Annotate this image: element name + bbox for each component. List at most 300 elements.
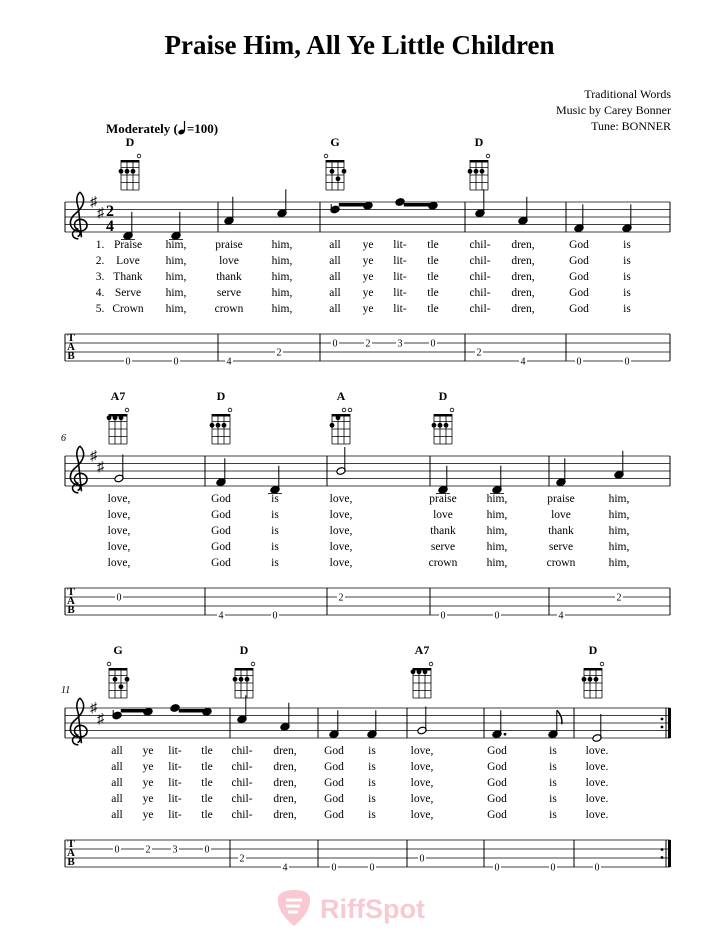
finger-dot	[119, 684, 124, 689]
chord-diagram	[330, 389, 352, 444]
lyric: serve	[548, 541, 574, 553]
lyric: all	[329, 255, 341, 267]
final-thick-bar	[668, 708, 671, 738]
lyric: chil-	[231, 793, 253, 805]
lyric: God	[324, 761, 344, 773]
lyric: chil-	[469, 303, 491, 315]
tab-clef-letter: T	[67, 586, 75, 598]
lyric: him,	[165, 255, 187, 267]
tab-number: 0	[494, 610, 500, 622]
repeat-dot	[661, 856, 664, 859]
finger-dot	[588, 677, 593, 682]
chord-diagram	[432, 389, 454, 444]
lyric: is	[271, 541, 279, 553]
lyric: is	[549, 777, 557, 789]
lyric: praise	[547, 493, 575, 505]
lyric: is	[368, 809, 376, 821]
lyric: love,	[410, 761, 434, 773]
lyric: lit-	[393, 239, 407, 251]
chord-nut	[235, 668, 253, 671]
system-1	[65, 135, 670, 368]
lyric: dren,	[511, 271, 535, 283]
lyric: ye	[362, 271, 374, 283]
lyric: love,	[107, 557, 131, 569]
tab-number: 0	[594, 862, 600, 874]
chord-name: D	[438, 389, 448, 403]
chord-diagram	[411, 643, 433, 698]
chord-diagram	[107, 389, 129, 444]
beam	[179, 709, 211, 713]
lyric: all	[111, 777, 123, 789]
credit-music: Music by Carey Bonner	[556, 103, 671, 117]
lyric: 4.	[95, 287, 105, 299]
lyric: love.	[585, 761, 609, 773]
repeat-dot	[661, 718, 664, 721]
lyric: him,	[608, 509, 630, 521]
lyric: him,	[165, 287, 187, 299]
open-string	[137, 154, 141, 158]
tab-number: 2	[239, 853, 245, 865]
tempo-text: Moderately	[106, 121, 171, 136]
lyric: thank	[216, 271, 242, 283]
measure-number: 11	[61, 685, 71, 696]
finger-dot	[417, 669, 422, 674]
finger-dot	[444, 423, 449, 428]
open-string	[450, 408, 454, 412]
finger-dot	[432, 423, 437, 428]
finger-dot	[113, 677, 118, 682]
tab-number: 0	[419, 853, 425, 865]
lyric: all	[111, 809, 123, 821]
lyric: all	[329, 271, 341, 283]
lyric: ye	[362, 255, 374, 267]
chord-nut	[121, 160, 139, 163]
sharp-icon: ♯	[97, 206, 104, 221]
chord-name: A7	[414, 643, 430, 657]
finger-dot	[474, 169, 479, 174]
chord-diagram	[233, 643, 255, 698]
lyric: chil-	[231, 761, 253, 773]
chord-diagram	[107, 643, 129, 698]
lyric: love,	[410, 793, 434, 805]
tab-number: 0	[550, 862, 556, 874]
lyric: lit-	[393, 287, 407, 299]
lyric: love,	[107, 541, 131, 553]
lyric: God	[324, 809, 344, 821]
lyric: lit-	[168, 793, 182, 805]
chord-name: G	[113, 643, 123, 657]
chord-name: A	[336, 389, 346, 403]
lyric: dren,	[273, 793, 297, 805]
lyric: God	[487, 745, 507, 757]
sharp-icon: ♯	[90, 449, 97, 464]
open-string	[125, 408, 129, 412]
guitar-pick-icon	[274, 888, 314, 928]
chord-nut	[109, 414, 127, 417]
lyric: love.	[585, 793, 609, 805]
lyric: love	[551, 509, 571, 521]
lyric: thank	[430, 525, 456, 537]
lyric: lit-	[168, 777, 182, 789]
tempo-marking: Moderately ( =100)	[106, 121, 219, 136]
lyric: all	[111, 793, 123, 805]
tab-number: 0	[494, 862, 500, 874]
lyric: all	[329, 239, 341, 251]
lyric: Thank	[113, 271, 143, 283]
dot	[504, 733, 507, 736]
lyric: God	[487, 793, 507, 805]
lyric: love,	[329, 525, 353, 537]
lyric: him,	[165, 239, 187, 251]
lyric: Crown	[112, 303, 144, 315]
lyric: ye	[362, 287, 374, 299]
lyric: tle	[427, 303, 439, 315]
lyric: love,	[410, 745, 434, 757]
finger-dot	[582, 677, 587, 682]
lyric: is	[549, 745, 557, 757]
tab-number: 2	[365, 338, 371, 350]
lyric: tle	[427, 287, 439, 299]
lyric: is	[271, 525, 279, 537]
tab-number: 0	[369, 862, 375, 874]
song-title: Praise Him, All Ye Little Children	[164, 30, 555, 60]
chord-name: A7	[110, 389, 126, 403]
lyric: ye	[362, 303, 374, 315]
sharp-icon: ♯	[97, 712, 104, 727]
tab-number: 2	[145, 844, 151, 856]
finger-dot	[438, 423, 443, 428]
chord-name: D	[216, 389, 226, 403]
tempo-bpm: 100	[194, 121, 214, 136]
lyric: ye	[142, 809, 154, 821]
lyric: God	[487, 809, 507, 821]
lyric: chil-	[469, 239, 491, 251]
lyric: lit-	[393, 303, 407, 315]
lyric: Love	[116, 255, 140, 267]
lyric: dren,	[511, 255, 535, 267]
sharp-icon: ♯	[97, 460, 104, 475]
lyric: serve	[216, 287, 242, 299]
finger-dot	[245, 677, 250, 682]
lyric: chil-	[469, 271, 491, 283]
finger-dot	[210, 423, 215, 428]
lyric: all	[111, 761, 123, 773]
eighth-flag	[557, 710, 562, 724]
lyric: dren,	[273, 761, 297, 773]
repeat-dot	[661, 726, 664, 729]
lyric: 2.	[95, 255, 105, 267]
lyric: him,	[486, 509, 508, 521]
finger-dot	[411, 669, 416, 674]
lyric: chil-	[469, 255, 491, 267]
lyric: him,	[486, 525, 508, 537]
chord-name: D	[239, 643, 249, 657]
sharp-icon: ♯	[90, 195, 97, 210]
logo-text: RiffSpot	[320, 894, 425, 924]
lyric: is	[549, 793, 557, 805]
measure-number: 6	[61, 433, 66, 444]
time-sig-bottom: 4	[106, 218, 114, 235]
open-string	[342, 408, 346, 412]
credit-words: Traditional Words	[584, 87, 671, 101]
lyric: dren,	[273, 809, 297, 821]
tab-number: 0	[272, 610, 278, 622]
lyric: God	[569, 271, 589, 283]
lyric: him,	[165, 271, 187, 283]
tab-clef-letter: A	[67, 341, 75, 353]
open-string	[429, 662, 433, 666]
repeat-dot	[661, 848, 664, 851]
lyric: all	[329, 303, 341, 315]
lyric: thank	[548, 525, 574, 537]
lyric: tle	[201, 777, 213, 789]
lyric: dren,	[273, 777, 297, 789]
lyric: dren,	[511, 287, 535, 299]
chord-diagram	[210, 389, 232, 444]
tab-number: 2	[338, 592, 344, 604]
lyric: tle	[427, 255, 439, 267]
tab-number: 0	[331, 862, 337, 874]
finger-dot	[336, 176, 341, 181]
lyric: God	[487, 777, 507, 789]
chord-nut	[332, 414, 350, 417]
lyric: love,	[107, 525, 131, 537]
lyric: God	[211, 493, 231, 505]
lyric: lit-	[393, 271, 407, 283]
finger-dot	[125, 677, 130, 682]
lyric: ye	[142, 777, 154, 789]
lyric: 1.	[95, 239, 105, 251]
lyric: him,	[271, 239, 293, 251]
lyric: lit-	[168, 761, 182, 773]
tab-number: 4	[558, 610, 564, 622]
lyric: love.	[585, 809, 609, 821]
tab-number: 2	[616, 592, 622, 604]
lyric: tle	[427, 239, 439, 251]
tab-clef-letter: B	[67, 856, 75, 868]
tab-number: 0	[576, 356, 582, 368]
lyric: tle	[201, 761, 213, 773]
final-thick-bar	[668, 840, 671, 867]
lyric: all	[111, 745, 123, 757]
lyric: God	[324, 777, 344, 789]
system-3	[61, 643, 671, 874]
lyric: love,	[329, 509, 353, 521]
open-string	[486, 154, 490, 158]
tab-number: 0	[332, 338, 338, 350]
lyric: love.	[585, 745, 609, 757]
lyric: 5.	[95, 303, 105, 315]
tab-clef-letter: A	[67, 847, 75, 859]
lyric: is	[623, 271, 631, 283]
lyric: him,	[486, 557, 508, 569]
chord-nut	[326, 160, 344, 163]
lyric: ye	[142, 793, 154, 805]
lyric: love,	[107, 493, 131, 505]
lyric: him,	[608, 557, 630, 569]
tab-number: 0	[440, 610, 446, 622]
lyric: praise	[429, 493, 457, 505]
lyric: God	[569, 239, 589, 251]
tab-number: 0	[114, 844, 120, 856]
lyric: love,	[329, 493, 353, 505]
chord-name: D	[588, 643, 598, 657]
beam	[404, 203, 437, 207]
lyric: love,	[410, 777, 434, 789]
lyric: him,	[271, 303, 293, 315]
lyric: is	[549, 809, 557, 821]
tab-number: 3	[172, 844, 178, 856]
finger-dot	[113, 415, 118, 420]
finger-dot	[594, 677, 599, 682]
lyric: Praise	[113, 239, 143, 251]
lyric: chil-	[231, 745, 253, 757]
lyric: him,	[271, 255, 293, 267]
chord-diagram	[119, 135, 141, 190]
lyric: him,	[608, 525, 630, 537]
chord-nut	[212, 414, 230, 417]
chord-diagram	[582, 643, 604, 698]
tab-number: 4	[226, 356, 232, 368]
lyric: God	[569, 303, 589, 315]
open-string	[228, 408, 232, 412]
lyric: him,	[271, 287, 293, 299]
lyric: 3.	[95, 271, 105, 283]
tab-number: 2	[476, 347, 482, 359]
finger-dot	[342, 169, 347, 174]
chord-name: D	[125, 135, 135, 149]
lyric: love.	[585, 777, 609, 789]
tab-number: 4	[282, 862, 288, 874]
lyric: is	[623, 287, 631, 299]
chord-nut	[584, 668, 602, 671]
lyric: crown	[546, 557, 576, 569]
lyric: crown	[214, 303, 244, 315]
finger-dot	[107, 415, 112, 420]
lyric: is	[271, 557, 279, 569]
open-string	[324, 154, 328, 158]
lyric: is	[271, 493, 279, 505]
open-string	[600, 662, 604, 666]
chord-diagram	[324, 135, 346, 190]
lyric: love,	[329, 541, 353, 553]
chord-diagram	[468, 135, 490, 190]
lyric: ye	[362, 239, 374, 251]
lyric: God	[211, 541, 231, 553]
lyric: love,	[329, 557, 353, 569]
sharp-icon: ♯	[90, 701, 97, 716]
lyric: him,	[486, 541, 508, 553]
lyric: God	[487, 761, 507, 773]
beam	[121, 709, 152, 713]
lyric: him,	[486, 493, 508, 505]
lyric: ye	[142, 745, 154, 757]
lyric: God	[569, 287, 589, 299]
lyric: lit-	[168, 809, 182, 821]
lyric: tle	[201, 809, 213, 821]
lyric: love,	[410, 809, 434, 821]
lyric: all	[329, 287, 341, 299]
finger-dot	[119, 169, 124, 174]
lyric: is	[368, 777, 376, 789]
tab-clef-letter: B	[67, 604, 75, 616]
lyric: God	[324, 745, 344, 757]
lyric: Serve	[114, 287, 142, 299]
lyric: God	[211, 509, 231, 521]
tab-clef-letter: A	[67, 595, 75, 607]
lyric: ye	[142, 761, 154, 773]
finger-dot	[222, 423, 227, 428]
finger-dot	[125, 169, 130, 174]
lyric: praise	[215, 239, 243, 251]
chord-nut	[413, 668, 431, 671]
lyric: is	[549, 761, 557, 773]
lyric: chil-	[469, 287, 491, 299]
lyric: him,	[608, 493, 630, 505]
lyric: tle	[427, 271, 439, 283]
finger-dot	[119, 415, 124, 420]
lyric: is	[271, 509, 279, 521]
tab-number: 0	[116, 592, 122, 604]
lyric: God	[569, 255, 589, 267]
tab-number: 0	[624, 356, 630, 368]
lyric: love	[433, 509, 453, 521]
riffspot-logo	[274, 888, 454, 928]
finger-dot	[330, 169, 335, 174]
lyric: serve	[430, 541, 456, 553]
finger-dot	[330, 423, 335, 428]
beam	[339, 203, 372, 207]
system-2	[61, 389, 670, 622]
lyric: love,	[107, 509, 131, 521]
lyric: is	[623, 303, 631, 315]
finger-dot	[468, 169, 473, 174]
tab-number: 0	[204, 844, 210, 856]
time-sig-top: 2	[106, 203, 114, 220]
lyric: is	[368, 761, 376, 773]
tab-clef-letter: T	[67, 332, 75, 344]
lyric: him,	[271, 271, 293, 283]
finger-dot	[216, 423, 221, 428]
open-string	[107, 662, 111, 666]
lyric: him,	[165, 303, 187, 315]
lyric: God	[324, 793, 344, 805]
lyric: is	[623, 255, 631, 267]
lyric: is	[368, 793, 376, 805]
lyric: dren,	[511, 239, 535, 251]
chord-name: D	[474, 135, 484, 149]
finger-dot	[233, 677, 238, 682]
open-string	[251, 662, 255, 666]
tab-number: 0	[173, 356, 179, 368]
lyric: is	[368, 745, 376, 757]
tab-number: 4	[520, 356, 526, 368]
finger-dot	[131, 169, 136, 174]
finger-dot	[336, 415, 341, 420]
lyric: love	[219, 255, 239, 267]
lyric: chil-	[231, 777, 253, 789]
tab-number: 0	[125, 356, 131, 368]
lyric: tle	[201, 793, 213, 805]
finger-dot	[423, 669, 428, 674]
tab-number: 2	[276, 347, 282, 359]
open-string	[348, 408, 352, 412]
chord-name: G	[330, 135, 340, 149]
lyric: him,	[608, 541, 630, 553]
tab-clef-letter: T	[67, 838, 75, 850]
tab-clef-letter: B	[67, 350, 75, 362]
lyric: God	[211, 525, 231, 537]
